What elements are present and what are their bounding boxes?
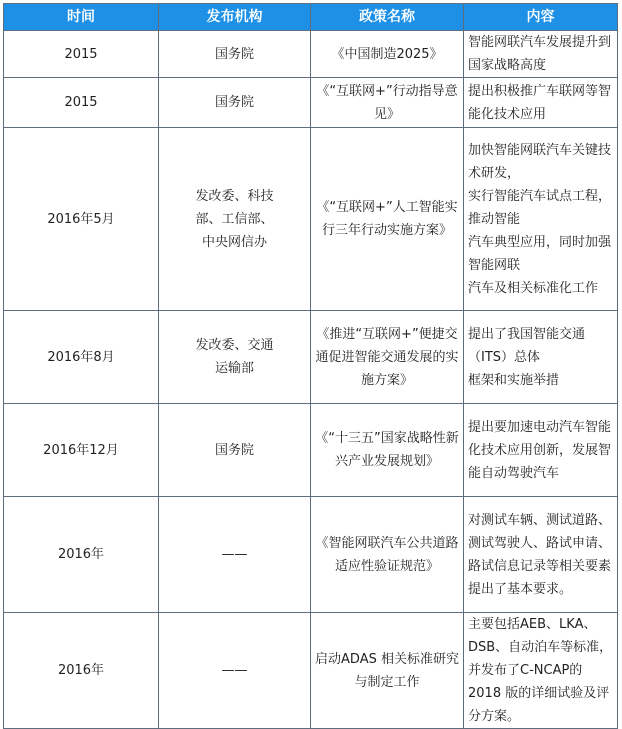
org-cell: —— [159,613,311,729]
header-time: 时间 [4,4,159,31]
time-cell: 2015 [4,78,159,128]
table-row [4,613,618,729]
header-policy: 政策名称 [311,4,464,31]
policy-cell: 《推进“互联网+”便捷交通促进智能交通发展的实施方案》 [311,311,464,404]
policy-cell: 《中国制造2025》 [311,31,464,78]
content-cell: 主要包括AEB、LKA、DSB、自动泊车等标准，并发布了C-NCAP的2018 版的详细试验及评分方案。 [464,613,618,729]
table-row [4,311,618,404]
table-row [4,404,618,497]
content-cell: 提出要加速电动汽车智能化技术应用创新，发展智能自动驾驶汽车 [464,404,618,497]
table-row [4,78,618,128]
policy-cell: 启动ADAS 相关标准研究与制定工作 [311,613,464,729]
content-cell: 提出积极推广车联网等智能化技术应用 [464,78,618,128]
org-cell: 国务院 [159,31,311,78]
time-cell: 2016年 [4,613,159,729]
content-cell: 对测试车辆、测试道路、测试驾驶人、路试申请、路试信息记录等相关要素提出了基本要求。 [464,497,618,613]
table-row [4,128,618,311]
org-cell: 发改委、交通 运输部 [159,311,311,404]
time-cell: 2016年 [4,497,159,613]
policy-cell: 《“互联网+”行动指导意见》 [311,78,464,128]
policy-cell: 《“十三五”国家战略性新兴产业发展规划》 [311,404,464,497]
content-cell: 加快智能网联汽车关键技术研发， 实行智能汽车试点工程，推动智能 汽车典型应用，同时加强智能网联 汽车及相关标准化工作 [464,128,618,311]
policy-table-container [3,3,618,729]
policy-cell: 《智能网联汽车公共道路适应性验证规范》 [311,497,464,613]
policy-table [3,3,618,729]
content-cell: 提出了我国智能交通（ITS）总体 框架和实施举措 [464,311,618,404]
time-cell: 2016年8月 [4,311,159,404]
org-cell: 国务院 [159,78,311,128]
table-row [4,31,618,78]
time-cell: 2016年12月 [4,404,159,497]
org-cell: 发改委、科技 部、工信部、 中央网信办 [159,128,311,311]
time-cell: 2015 [4,31,159,78]
header-content: 内容 [464,4,618,31]
time-cell: 2016年5月 [4,128,159,311]
table-header-row [4,4,618,31]
org-cell: —— [159,497,311,613]
content-cell: 智能网联汽车发展提升到国家战略高度 [464,31,618,78]
policy-cell: 《“互联网+”人工智能实行三年行动实施方案》 [311,128,464,311]
org-cell: 国务院 [159,404,311,497]
header-org: 发布机构 [159,4,311,31]
table-row [4,497,618,613]
